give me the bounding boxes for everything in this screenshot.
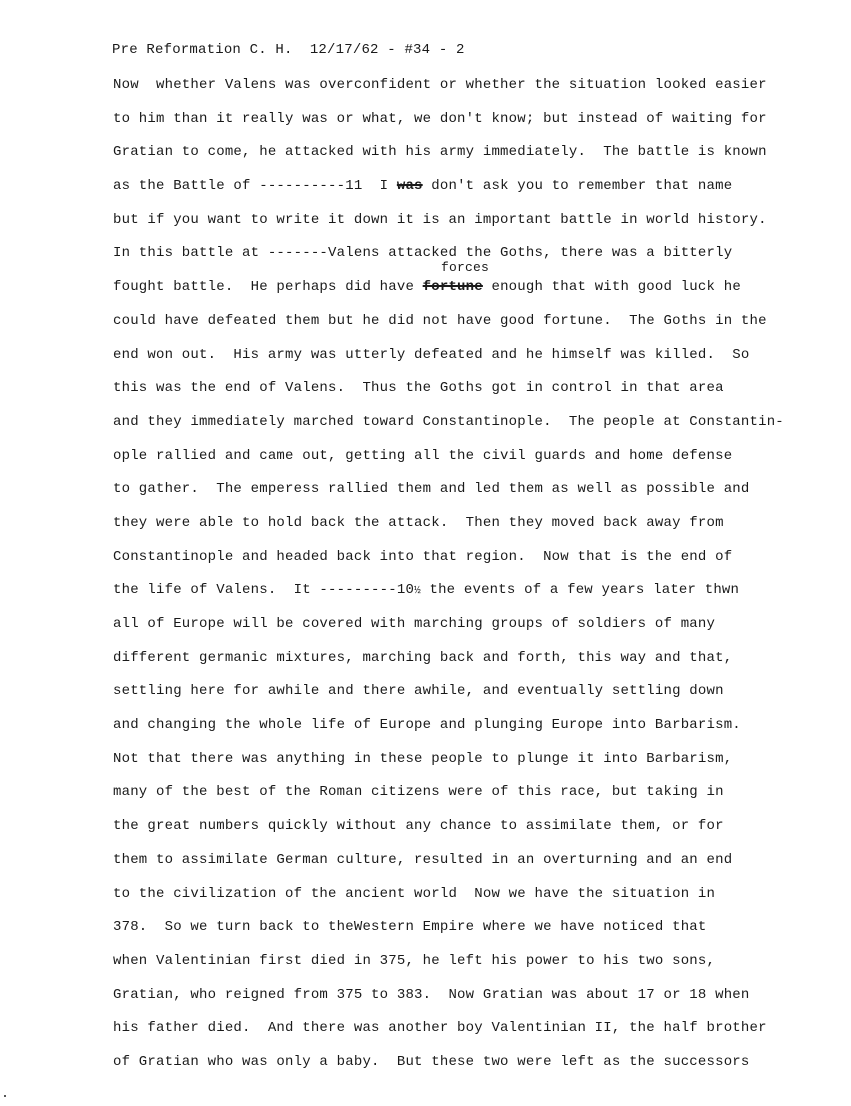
text-line <box>113 648 843 682</box>
text-line <box>113 142 843 176</box>
text-line <box>113 513 843 547</box>
transcript-body <box>113 75 843 1086</box>
line-text: but if you want to write it down it is an important battle in world history. <box>113 211 767 228</box>
line-text: end won out. His army was utterly defeated and he himself was killed. So <box>113 346 750 363</box>
line-text: Gratian, who reigned from 375 to 383. Now Gratian was about 17 or 18 when <box>113 986 750 1003</box>
text-line <box>113 715 843 749</box>
interlinear-correction: forces <box>441 260 490 276</box>
line-text: the great numbers quickly without any chance to assimilate them, or for <box>113 818 724 835</box>
text-line <box>113 109 843 143</box>
line-text: they were able to hold back the attack. Then they moved back away from <box>113 514 724 531</box>
text-line <box>113 210 843 244</box>
line-text: enough that with good luck he <box>482 279 741 296</box>
text-line <box>113 311 843 345</box>
line-text: to him than it really was or what, we don't know; but instead of waiting for <box>113 110 767 127</box>
fraction: ½ <box>414 585 421 598</box>
line-text: all of Europe will be covered with marching groups of soldiers of many <box>113 616 716 632</box>
line-text: to the civilization of the ancient world Now we have the situation in <box>113 885 716 902</box>
struck-out-word: was <box>396 178 423 195</box>
text-line <box>113 782 843 816</box>
line-text: to gather. The emperess rallied them and led them as well as possible and <box>113 481 750 498</box>
line-text: and they immediately marched toward Constantinople. The people at Constantin- <box>113 413 784 430</box>
page-header: Pre Reformation C. H. 12/17/62 - #34 - 2 <box>112 42 465 58</box>
line-text: as the Battle of ----------11 I <box>113 178 397 195</box>
line-text: In this battle at -------Valens attacked the Goths, there was a bitterly <box>113 245 733 262</box>
text-line <box>113 378 843 412</box>
line-text: ople rallied and came out, getting all the civil guards and home defense <box>113 447 733 464</box>
line-text: his father died. And there was another boy Valentinian II, the half brother <box>113 1020 767 1037</box>
text-line <box>113 951 843 985</box>
line-text: many of the best of the Roman citizens were of this race, but taking in <box>113 784 724 801</box>
text-line <box>113 614 843 648</box>
line-text: the life of Valens. It ---------10 <box>113 582 415 599</box>
text-line <box>113 580 843 614</box>
line-text: Constantinople and headed back into that region. Now that is the end of <box>113 548 733 565</box>
line-text: them to assimilate German culture, resulted in an overturning and an end <box>113 851 733 868</box>
line-text: Gratian to come, he attacked with his army immediately. The battle is known <box>113 144 767 161</box>
text-line <box>113 75 843 109</box>
text-line <box>113 1018 843 1052</box>
struck-out-word: fortune <box>422 279 483 296</box>
line-text: settling here for awhile and there awhile, and eventually settling down <box>113 683 724 700</box>
text-line <box>113 749 843 783</box>
line-text: don't ask you to remember that name <box>422 178 733 195</box>
line-text: Not that there was anything in these people to plunge it into Barbarism, <box>113 750 733 767</box>
line-text: of Gratian who was only a baby. But these two were left as the successors <box>113 1053 750 1070</box>
margin-speck <box>4 1095 6 1097</box>
text-line <box>113 446 843 480</box>
text-line <box>113 985 843 1019</box>
text-line <box>113 816 843 850</box>
line-text: the events of a few years later thwn <box>420 582 740 599</box>
line-text: fought battle. He perhaps did have <box>113 279 423 296</box>
text-line <box>113 479 843 513</box>
text-line <box>113 412 843 446</box>
line-text: 378. So we turn back to theWestern Empire where we have noticed that <box>113 919 707 936</box>
text-line <box>113 260 843 311</box>
line-text: and changing the whole life of Europe and plunging Europe into Barbarism. <box>113 717 741 734</box>
line-text: this was the end of Valens. Thus the Goths got in control in that area <box>113 380 724 397</box>
text-line <box>113 547 843 581</box>
text-line <box>113 1052 843 1086</box>
text-line <box>113 850 843 884</box>
text-line <box>113 681 843 715</box>
line-text: could have defeated them but he did not have good fortune. The Goths in the <box>113 312 767 329</box>
line-text: different germanic mixtures, marching back and forth, this way and that, <box>113 649 733 666</box>
text-line <box>113 176 843 210</box>
text-line <box>113 345 843 379</box>
text-line <box>113 917 843 951</box>
text-line <box>113 884 843 918</box>
line-text: Now whether Valens was overconfident or whether the situation looked easier <box>113 77 767 93</box>
line-text: when Valentinian first died in 375, he left his power to his two sons, <box>113 952 716 969</box>
